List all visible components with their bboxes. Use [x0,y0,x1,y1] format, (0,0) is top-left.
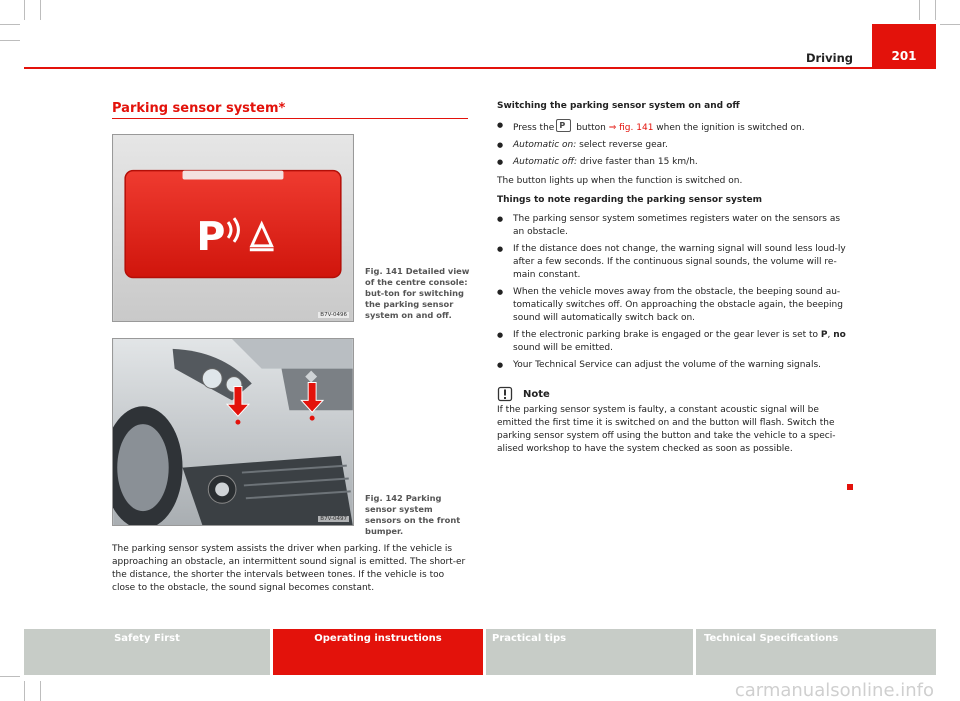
note-text: If the parking sensor system is faulty, a constant acoustic signal will be emitted the first time it is switched on and the button will flash. Switch the parking sensor system off using the button and take the vehicle to a speci-alised workshop to have the system checked as soon as possible. [497,405,836,454]
list-item: ● Press theP button ⇒ fig. 141 when the ignition is switched on. [497,119,853,135]
footer-tab-operating-instructions[interactable]: Operating instructions [273,629,483,675]
figure-bumper-sensors [112,338,354,526]
list-item: ● Automatic off: drive faster than 15 km/h. [497,156,853,169]
crop-mark [24,681,25,701]
running-head: Driving [805,51,853,65]
figure-parking-button [112,134,354,322]
note-header [497,386,853,402]
car-front-illustration [113,339,353,525]
crop-mark [0,676,20,677]
crop-mark [935,0,936,20]
right-column [497,100,853,456]
end-of-section-marker [847,484,853,490]
footer-tab-safety-first[interactable]: Safety First [24,629,270,675]
parking-button-illustration [113,135,353,321]
intro-paragraph: The parking sensor system assists the driver when parking. If the vehicle is approaching an obstacle, an intermittent sound signal is emitted. The short-er the distance, the shorter the intervals between tones. If the vehicle is too close to the obstacle, the sound signal becomes constant. [112,544,466,593]
figure-caption: Fig. 141 Detailed view of the centre console: but-ton for switching the parking sensor system on and off. [365,266,470,320]
crop-mark [40,0,41,20]
subheading: Switching the parking sensor system on and off [497,101,740,111]
figure-reference-link[interactable]: ⇒ fig. 141 [605,123,654,133]
page-number: 201 [872,24,936,68]
crop-mark [940,24,960,25]
crop-mark [24,0,25,20]
svg-text:P: P [196,213,226,260]
list-item: ● If the distance does not change, the warning signal will sound less loud-ly after a few seconds. If the continuous signal sounds, the volume will re-main constant. [497,243,853,282]
watermark: carmanualsonline.info [734,680,934,701]
figure-code: B7V-0496 [320,312,347,318]
footer-tab-technical-specifications[interactable]: Technical Specifications [696,629,936,675]
section-rule [112,118,468,119]
crop-mark [0,40,20,41]
header-rule [24,67,936,69]
figure-caption: Fig. 142 Parking sensor system sensors on the front bumper. [365,493,461,536]
note-icon [497,386,513,402]
list-item: ● The parking sensor system sometimes registers water on the sensors as an obstacle. [497,213,853,239]
list-item: ● If the electronic parking brake is engaged or the gear lever is set to P, no sound will be emitted. [497,329,853,355]
section-title: Parking sensor system* [112,101,286,116]
crop-mark [0,24,20,25]
paragraph: The button lights up when the function is switched on. [497,176,743,186]
subheading: Things to note regarding the parking sensor system [497,195,763,205]
figure-code: B7V-0497 [320,516,347,522]
parking-button-icon [556,119,571,132]
footer-tab-practical-tips[interactable]: Practical tips [486,629,693,675]
crop-mark [40,681,41,701]
list-item: ● Automatic on: select reverse gear. [497,139,853,152]
note-title: Note [523,388,550,400]
list-item: ● Your Technical Service can adjust the volume of the warning signals. [497,359,853,372]
list-item: ● When the vehicle moves away from the obstacle, the beeping sound au-tomatically switches off. On approaching the obstacle again, the beeping sound will automatically switch back on. [497,286,853,325]
crop-mark [919,0,920,20]
